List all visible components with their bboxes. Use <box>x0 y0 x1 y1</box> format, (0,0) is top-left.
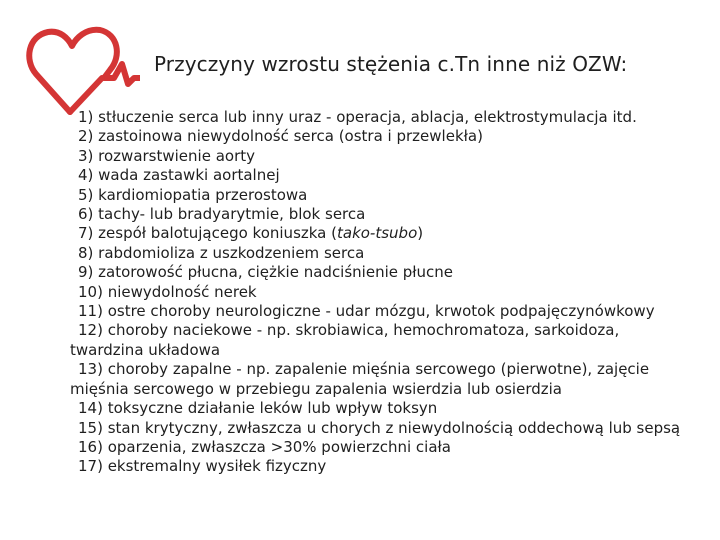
heart-ecg-icon <box>22 22 140 118</box>
list-item: 12) choroby naciekowe - np. skrobiawica, hemochromatoza, sarkoidoza, twardzina układowa <box>70 321 620 359</box>
list-item: 6) tachy- lub bradyarytmie, blok serca <box>78 205 366 224</box>
heart-ecg-logo <box>22 22 140 118</box>
list-item <box>70 224 690 243</box>
list-item: 2) zastoinowa niewydolność serca (ostra i przewlekła) <box>78 127 483 146</box>
list-item: 3) rozwarstwienie aorty <box>78 146 256 165</box>
list-item-close: ) <box>417 224 424 243</box>
causes-list <box>70 108 690 477</box>
list-item: 9) zatorowość płucna, ciężkie nadciśnienie płucne <box>78 263 454 282</box>
list-item-text: 7) zespół balotującego koniuszka ( <box>78 224 337 243</box>
list-item: 16) oparzenia, zwłaszcza >30% powierzchni ciała <box>78 437 451 456</box>
list-item: 10) niewydolność nerek <box>78 282 257 301</box>
list-item: 15) stan krytyczny, zwłaszcza u chorych z niewydolnością oddechową lub sepsą <box>78 418 681 437</box>
list-item: 17) ekstremalny wysiłek fizyczny <box>78 457 327 476</box>
list-item: 14) toksyczne działanie leków lub wpływ toksyn <box>78 399 438 418</box>
list-item: 8) rabdomioliza z uszkodzeniem serca <box>78 243 365 262</box>
list-item: 1) stłuczenie serca lub inny uraz - operacja, ablacja, elektrostymulacja itd. <box>78 108 637 126</box>
list-item: 5) kardiomiopatia przerostowa <box>78 185 308 204</box>
list-item: 13) choroby zapalne - np. zapalenie mięśnia sercowego (pierwotne), zajęcie mięśnia sercowego w przebiegu zapalenia wsierdzia lub osierdzia <box>70 360 650 398</box>
list-item-italic: tako-tsubo <box>337 224 418 243</box>
list-item: 4) wada zastawki aortalnej <box>78 166 280 185</box>
slide-title: Przyczyny wzrostu stężenia c.Tn inne niż OZW: <box>154 52 628 76</box>
list-item: 11) ostre choroby neurologiczne - udar mózgu, krwotok podpajęczynówkowy <box>78 302 655 321</box>
